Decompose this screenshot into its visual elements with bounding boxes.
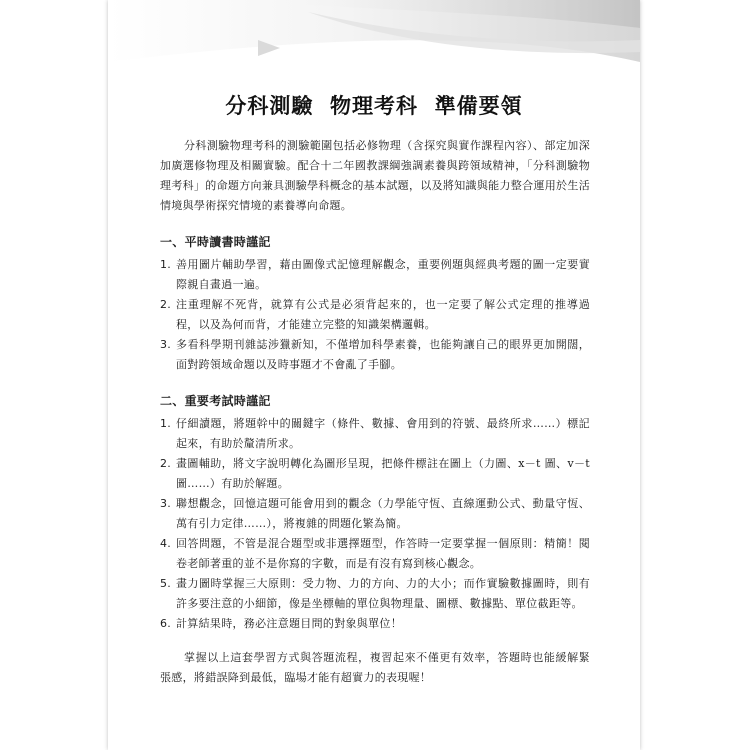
list-item <box>160 454 590 494</box>
item-text: 善用圖片輔助學習，藉由圖像式記憶理解觀念，重要例題與經典考題的圖一定要實際親自畫過一遍。 <box>176 258 590 291</box>
item-text: 畫力圖時掌握三大原則：受力物、力的方向、力的大小；而作實驗數據圖時，則有許多要注意的小細節，像是坐標軸的單位與物理量、圖標、數據點、單位截距等。 <box>176 577 590 610</box>
list-item <box>160 614 590 634</box>
header-banner-graphic <box>108 0 640 80</box>
section-exam-tips <box>160 391 590 634</box>
item-number: 2. <box>160 298 172 311</box>
section-heading: 二、重要考試時謹記 <box>160 394 271 408</box>
item-number: 3. <box>160 338 172 351</box>
section-list <box>160 414 590 634</box>
list-item <box>160 534 590 574</box>
page-title: 分科測驗 物理考科 準備要領 <box>225 94 523 118</box>
item-text: 回答問題，不管是混合題型或非選擇題型，作答時一定要掌握一個原則：精簡！閱卷老師著重的並不是你寫的字數，而是有沒有寫到核心觀念。 <box>176 537 590 570</box>
list-item <box>160 335 590 375</box>
intro-paragraph: 分科測驗物理考科的測驗範圍包括必修物理（含探究與實作課程內容）、部定加深加廣選修物理及相關實驗。配合十二年國教課綱強調素養與跨領域精神，「分科測驗物理考科」的命題方向兼具測驗學科概念的基本試題，以及將知識與能力整合運用於生活情境與學術探究情境的素養導向命題。 <box>160 139 590 212</box>
content-body <box>160 136 590 688</box>
item-number: 4. <box>160 537 172 550</box>
item-number: 3. <box>160 497 172 510</box>
closing-paragraph: 掌握以上這套學習方式與答題流程，複習起來不僅更有效率，答題時也能緩解緊張感，將錯誤降到最低，臨場才能有超實力的表現喔！ <box>160 651 590 684</box>
list-item <box>160 414 590 454</box>
item-text: 計算結果時，務必注意題目問的對象與單位！ <box>176 617 402 630</box>
list-item <box>160 494 590 534</box>
item-text: 聯想觀念，回憶這題可能會用到的觀念（力學能守恆、直線運動公式、動量守恆、萬有引力定律……），將複雜的問題化繁為簡。 <box>176 497 590 530</box>
item-number: 5. <box>160 577 172 590</box>
list-item <box>160 295 590 335</box>
document-page <box>108 0 640 750</box>
item-number: 1. <box>160 417 172 430</box>
item-number: 2. <box>160 457 172 470</box>
section-heading: 一、平時讀書時謹記 <box>160 235 271 249</box>
item-number: 6. <box>160 617 172 630</box>
item-text: 多看科學期刊雜誌涉獵新知，不僅增加科學素養，也能夠讓自己的眼界更加開闊，面對跨領域命題以及時事題才不會亂了手腳。 <box>176 338 590 371</box>
list-item <box>160 574 590 614</box>
section-list <box>160 255 590 375</box>
section-study-habits <box>160 232 590 375</box>
list-item <box>160 255 590 295</box>
item-number: 1. <box>160 258 172 271</box>
item-text: 仔細讀題，將題幹中的關鍵字（條件、數據、會用到的符號、最終所求……）標記起來，有助於釐清所求。 <box>176 417 590 450</box>
item-text: 畫圖輔助，將文字說明轉化為圖形呈現，把條件標註在圖上（力圖、x－t 圖、v－t 圖……）有助於解題。 <box>176 457 590 490</box>
item-text: 注重理解不死背，就算有公式是必須背起來的，也一定要了解公式定理的推導過程，以及為何而背，才能建立完整的知識架構邏輯。 <box>176 298 590 331</box>
